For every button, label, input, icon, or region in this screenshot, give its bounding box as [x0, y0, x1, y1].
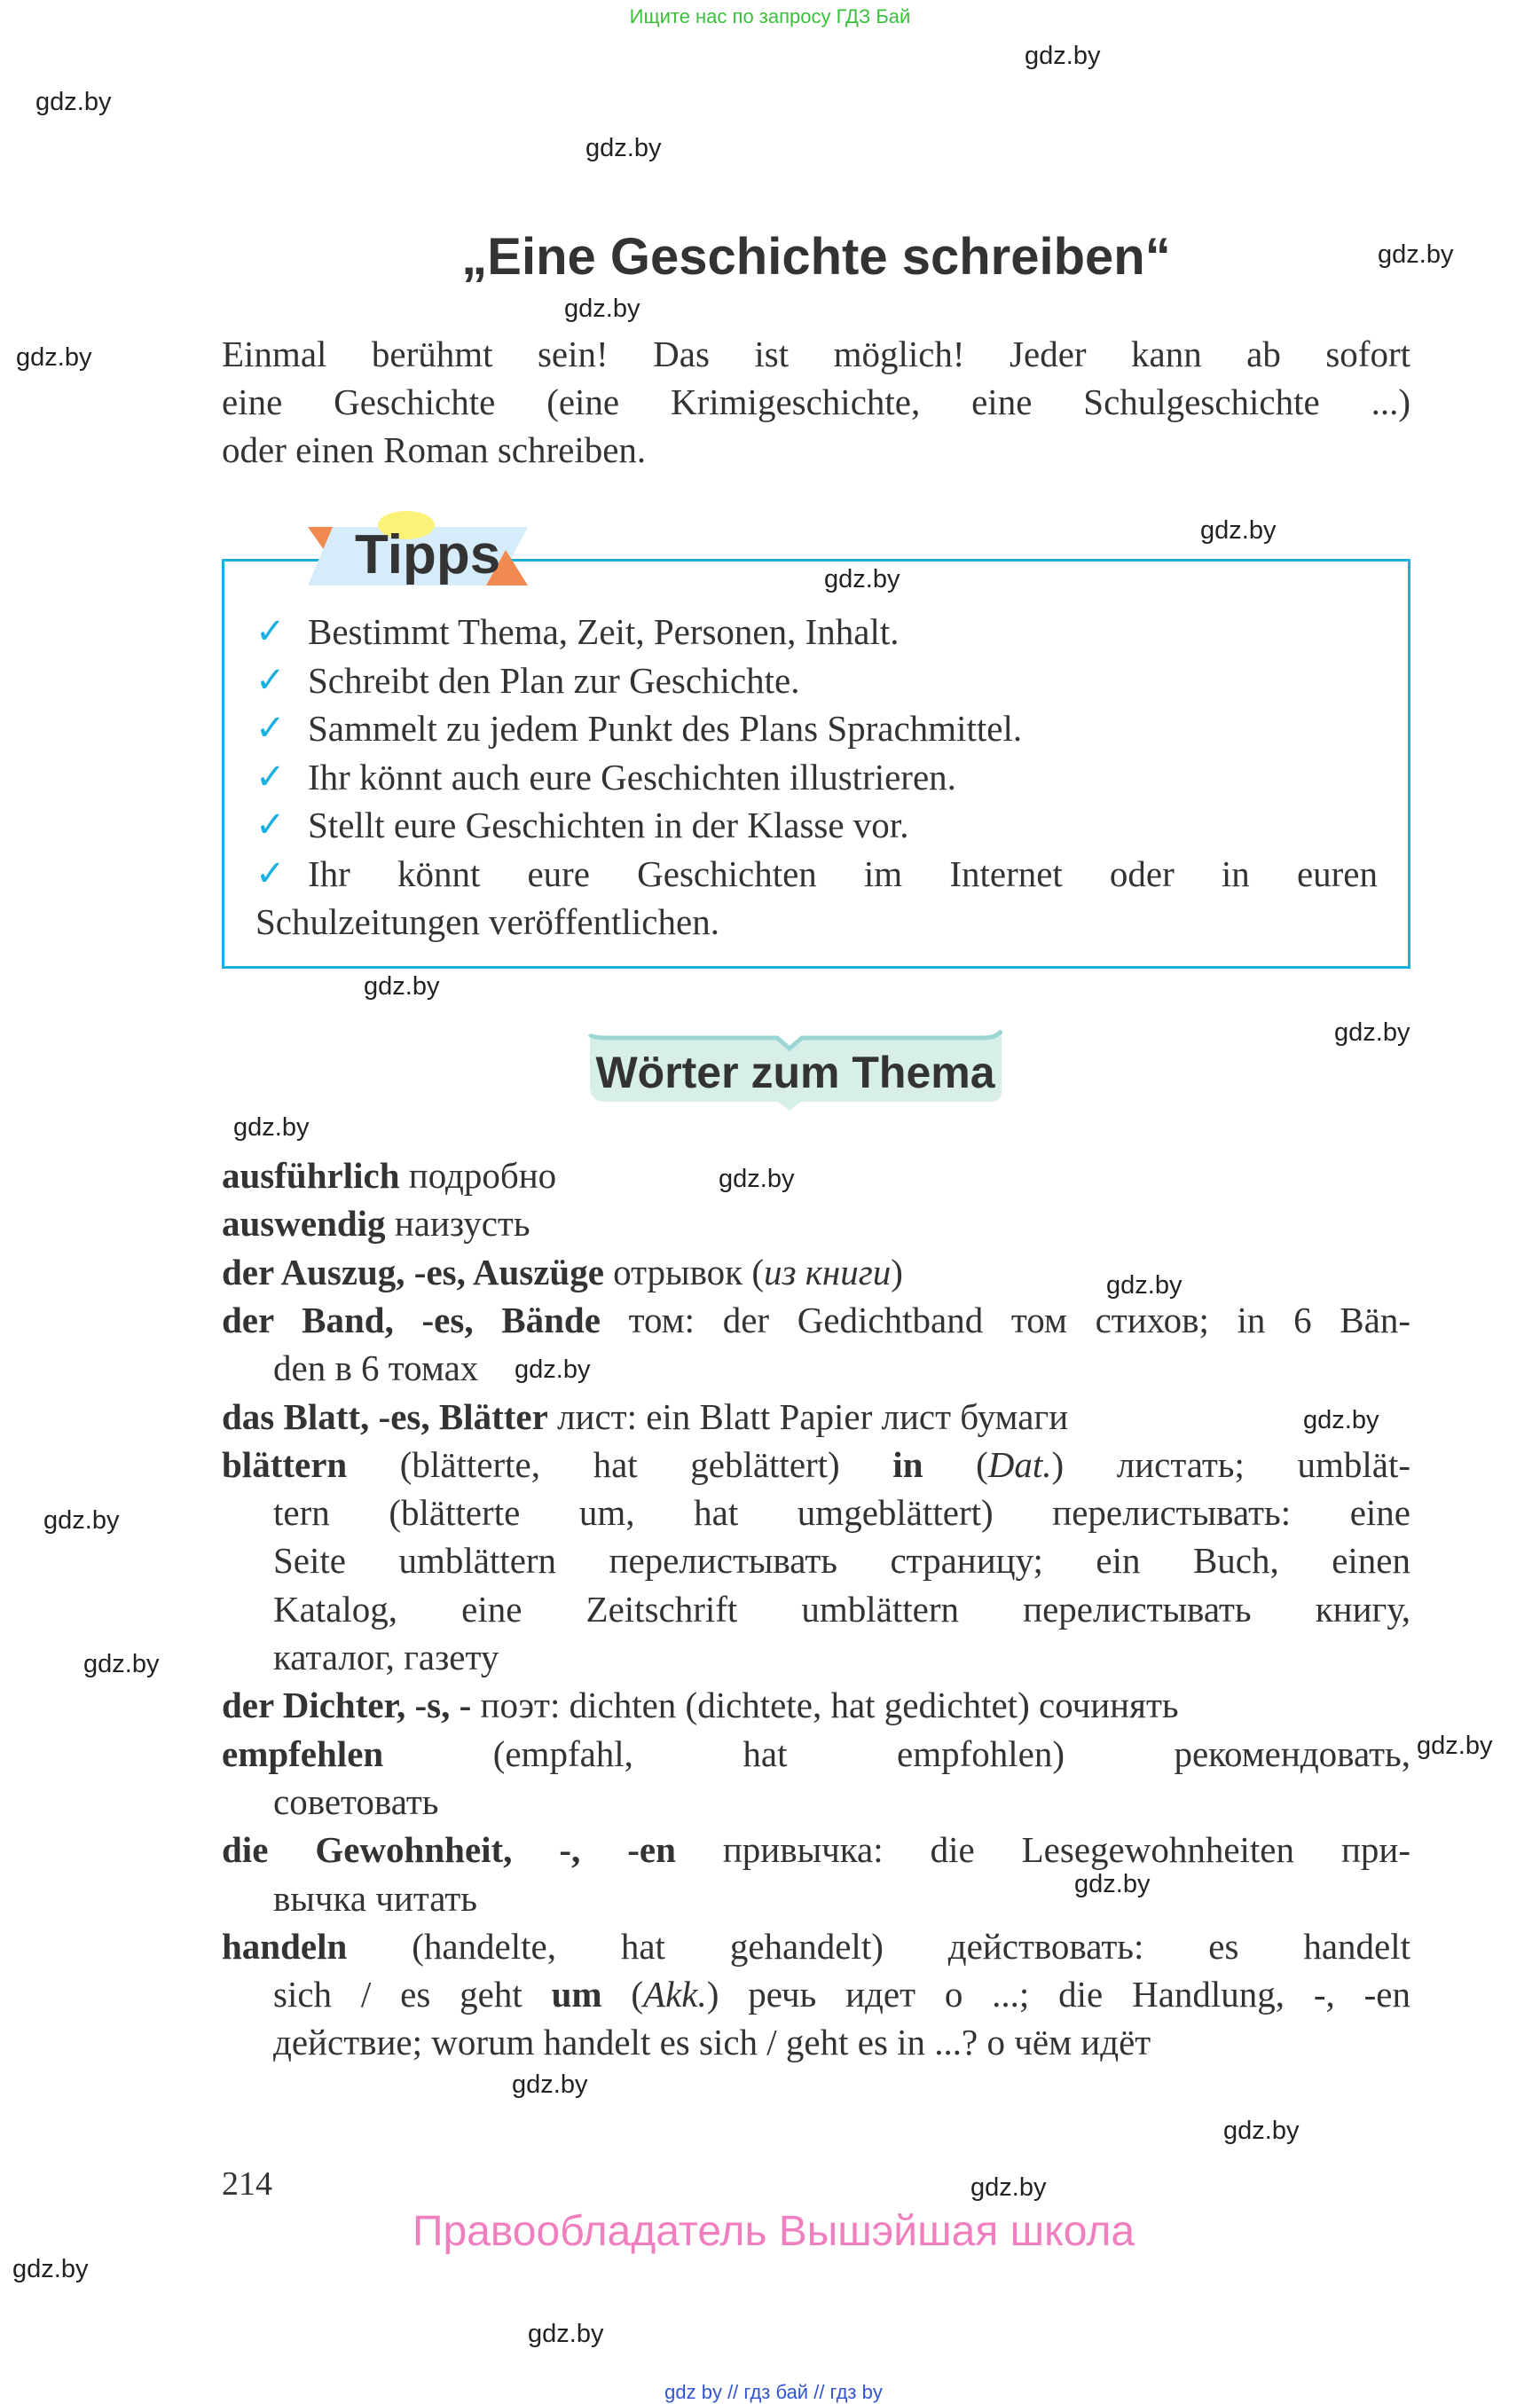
text-segment: из книги — [764, 1252, 892, 1292]
dictionary-entry-line — [222, 1393, 1410, 1441]
intro-line — [222, 378, 1410, 426]
dictionary-entry-line — [273, 1585, 1410, 1633]
headword: der Auszug, -es, Auszüge — [222, 1252, 604, 1292]
text-segment: sich / es geht — [273, 1974, 552, 2015]
dictionary-entry-line — [273, 1633, 1410, 1681]
dictionary-entry-line — [273, 1536, 1410, 1584]
watermark: gdz.by — [364, 972, 440, 1001]
tips-label: Tipps — [355, 524, 501, 585]
watermark: gdz.by — [83, 1650, 160, 1678]
text-segment: каталог, газету — [273, 1637, 499, 1677]
watermark: gdz.by — [233, 1113, 310, 1142]
text-segment: Dat. — [987, 1444, 1052, 1485]
text-segment: Katalog, eine Zeitschrift umblättern перелистывать книгу, — [273, 1589, 1410, 1630]
tip-item: Bestimmt Thema, Zeit, Personen, Inhalt. — [308, 611, 900, 652]
text-segment: действие; worum handelt es sich / geht es in ...? о чём идёт — [273, 2022, 1151, 2062]
dictionary-entry-line — [222, 1151, 1410, 1199]
text-segment: tern (blätterte um, hat umgeblättert) перелистывать: eine — [273, 1492, 1410, 1533]
intro-line — [222, 330, 1410, 378]
text-segment: вычка читать — [273, 1878, 478, 1919]
headword: ausführlich — [222, 1155, 400, 1196]
checkmark-icon: ✓ — [255, 708, 286, 749]
text-segment: oder einen Roman schreiben. — [222, 429, 647, 470]
watermark: gdz.by — [16, 343, 92, 372]
words-header-banner — [588, 1029, 1002, 1111]
copyright-owner: Правообладатель Вышэйшая школа — [412, 2208, 1135, 2255]
dictionary-entry-line — [222, 1730, 1410, 1778]
watermark: gdz.by — [528, 2320, 604, 2348]
dictionary-entry-line — [222, 1296, 1410, 1344]
headword: der Band, -es, Bände — [222, 1300, 601, 1340]
search-hint-note: Ищите нас по запросу ГДЗ Бай — [629, 5, 911, 27]
watermark: gdz.by — [1334, 1018, 1410, 1047]
checkmark-icon: ✓ — [255, 852, 286, 894]
text-segment: подробно — [399, 1155, 557, 1196]
watermark: gdz.by — [585, 134, 662, 162]
dictionary-entry-line — [222, 1248, 1410, 1296]
text-segment: ( — [601, 1974, 644, 2015]
text-segment: наизусть — [385, 1203, 530, 1244]
headword: handeln — [222, 1926, 348, 1967]
checkmark-icon: ✓ — [255, 756, 286, 797]
watermark: gdz.by — [719, 1165, 795, 1193]
words-header: Wörter zum Thema — [595, 1048, 995, 1097]
watermark: gdz.by — [43, 1506, 120, 1535]
text-segment: (handelte, hat gehandelt) действовать: es handelt — [347, 1926, 1410, 1967]
watermark: gdz.by — [1303, 1406, 1379, 1434]
dictionary-entry-line — [273, 1344, 1410, 1392]
dictionary-entry-line — [273, 2018, 1410, 2066]
checkmark-icon: ✓ — [255, 659, 286, 701]
watermark: gdz.by — [1378, 240, 1454, 269]
text-segment: den в 6 томах — [273, 1347, 479, 1388]
dictionary-entry-line — [222, 1826, 1410, 1874]
text-segment: (blätterte, hat geblättert) — [347, 1444, 893, 1485]
text-segment: Seite umblättern перелистывать страницу; ein Buch, einen — [273, 1540, 1410, 1581]
checkmark-icon: ✓ — [255, 805, 286, 845]
tip-item: Ihr könnt auch eure Geschichten illustrieren. — [308, 756, 956, 797]
dictionary-entry-line — [222, 1441, 1410, 1489]
headword: auswendig — [222, 1203, 386, 1244]
watermark: gdz.by — [35, 88, 112, 116]
page-title: „Eine Geschichte schreiben“ — [461, 228, 1171, 286]
dictionary-entry-line — [273, 1778, 1410, 1826]
watermark: gdz.by — [970, 2173, 1047, 2202]
dictionary-entry-line — [222, 1199, 1410, 1247]
text-segment: (empfahl, hat empfohlen) рекомендовать, — [383, 1733, 1410, 1774]
watermark: gdz.by — [1223, 2117, 1300, 2145]
text-segment: ( — [923, 1444, 988, 1485]
watermark: gdz.by — [12, 2255, 89, 2283]
watermark: gdz.by — [1025, 42, 1101, 70]
watermark: gdz.by — [1074, 1870, 1151, 1898]
headword: die Gewohnheit, -, -en — [222, 1829, 676, 1870]
headword: blättern — [222, 1444, 348, 1485]
watermark: gdz.by — [564, 295, 640, 323]
tip-item: Schulzeitungen veröffentlichen. — [255, 901, 719, 942]
tip-item: Stellt eure Geschichten in der Klasse vor. — [308, 805, 909, 845]
checkmark-icon: ✓ — [255, 611, 286, 652]
text-segment: поэт: dichten (dichtete, hat gedichtet) сочинять — [471, 1685, 1179, 1725]
headword: empfehlen — [222, 1733, 384, 1774]
headword: um — [551, 1974, 602, 2015]
headword: der Dichter, -s, - — [222, 1685, 472, 1725]
watermark: gdz.by — [512, 2070, 588, 2099]
watermark: gdz.by — [824, 565, 900, 593]
text-segment: ) речь идет о ...; die Handlung, -, -en — [706, 1974, 1410, 2015]
dictionary-entry-line — [273, 1970, 1410, 2018]
text-segment: Akk. — [643, 1974, 707, 2015]
dictionary-entry-line — [273, 1874, 1410, 1922]
tip-item: Sammelt zu jedem Punkt des Plans Sprachmittel. — [308, 708, 1023, 749]
dictionary-entry-line — [222, 1922, 1410, 1970]
watermark: gdz.by — [1200, 516, 1277, 545]
text-segment: привычка: die Lesegewohnheiten при- — [675, 1829, 1410, 1870]
dictionary-entry-line — [222, 1681, 1410, 1729]
footer-links[interactable]: gdz by // гдз бай // гдз by — [664, 2381, 883, 2403]
dictionary-entry-line — [273, 1489, 1410, 1536]
page-number: 214 — [222, 2165, 272, 2203]
text-segment: Einmal berühmt sein! Das ist möglich! Jeder kann ab sofort — [222, 334, 1410, 374]
text-segment: отрывок ( — [603, 1252, 764, 1292]
tip-item: Ihr könnt eure Geschichten im Internet oder in euren — [308, 852, 1378, 894]
text-segment: ) — [891, 1252, 903, 1292]
text-segment: ) листать; umblät- — [1051, 1444, 1410, 1485]
text-segment: eine Geschichte (eine Krimigeschichte, eine Schulgeschichte ...) — [222, 381, 1410, 422]
watermark: gdz.by — [1417, 1732, 1493, 1760]
watermark: gdz.by — [515, 1355, 591, 1384]
headword: das Blatt, -es, Blätter — [222, 1396, 548, 1437]
tip-item: Schreibt den Plan zur Geschichte. — [308, 659, 800, 701]
intro-line — [222, 426, 1410, 474]
text-segment: том: der Gedichtband том стихов; in 6 Bän- — [600, 1300, 1410, 1340]
tips-label-badge — [293, 507, 541, 587]
watermark: gdz.by — [1106, 1271, 1182, 1300]
headword: in — [892, 1444, 923, 1485]
text-segment: советовать — [273, 1781, 439, 1822]
text-segment: лист: ein Blatt Papier лист бумаги — [547, 1396, 1069, 1437]
